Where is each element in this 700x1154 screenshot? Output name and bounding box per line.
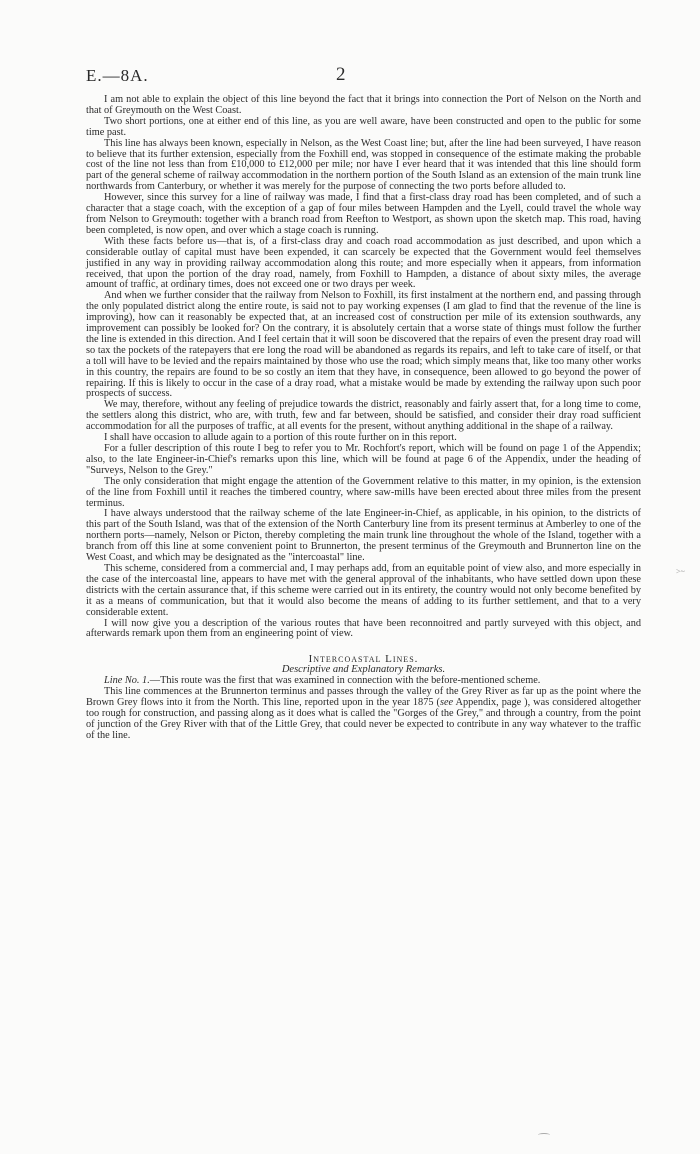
paragraph: This line has always been known, especially in Nelson, as the West Coast line; but, after the line had been surveyed, I have reason to believe that its further extension, especially from the Foxhill end, was stopped in consequence of the estimate making the probable cost of the line not less than from £10,000 to £12,000 per mile; nor have I ever heard that it was intended that this line should form part of the general scheme of railway accommodation in the northern portion of the South Island as an extension of the main trunk line northwards from Canterbury, or whether it was merely for the purpose of connecting the two ports before alluded to. (86, 137, 642, 193)
paragraph: We may, therefore, without any feeling of prejudice towards the district, reasonably and fairly assert that, for a long time to come, the settlers along this district, who are, with truth, few and far between, should be satisfied, and consider their dray road sufficient accommodation for all the purposes of traffic, at all events for the present, without anything additional in the shape of a railway. (86, 399, 641, 433)
paragraph: I shall have occasion to allude again to a portion of this route further on in this report. (104, 432, 457, 444)
line-1-desc-part: Appendix, page ), was considered altogether too rough for construction, and passing along as it does what is called the "Gorges of the Grey," and through a country, from the point of junction of the Grey River with that of the Little Grey, that could never be expected to contribute in any way whatever to the traffic of the line. (86, 696, 641, 741)
section-subtitle: Descriptive and Explanatory Remarks. (281, 664, 446, 676)
footer-mark (538, 1133, 550, 1137)
section-title: Intercoastal Lines. (308, 653, 419, 666)
paragraph: With these facts before us—that is, of a first-class dray and coach road accommodation as just described, and upon which a considerable outlay of capital must have been expended, it can scarcely be expected that the Government would feel themselves justified in any way in providing railway accommodation along this route; and more especially when it appears, from information received, that upon the portion of the dray road, namely, from Foxhill to Hampden, a distance of about sixty miles, the average amount of traffic, at ordinary times, does not exceed one or two drays per week. (86, 235, 641, 291)
paragraph: I have always understood that the railway scheme of the late Engineer-in-Chief, as applicable, in his opinion, to the districts of this part of the South Island, was that of the extension of the North Canterbury line from its present terminus at Amberley to one of the northern ports—namely, Nelson or Picton, thereby completing the main trunk line throughout the whole of the Island, together with a branch from off this line at some convenient point to Brunnerton, the present terminus of the Greymouth and Brunnerton line on the West Coast, and which may be designated as the "intercoastal" line. (86, 508, 641, 564)
page-number: 2 (336, 64, 346, 85)
line-1-text: —This route was the first that was examined in connection with the before-mentioned scheme. (149, 675, 541, 687)
line-1-description (86, 687, 641, 742)
paragraph: I am not able to explain the object of this line beyond the fact that it brings into connection the Port of Nelson on the North and that of Greymouth on the West Coast. (86, 94, 641, 116)
paragraph: For a fuller description of this route I beg to refer you to Mr. Rochfort's report, which will be found on page 1 of the Appendix; also, to the late Engineer-in-Chief's remarks upon this line, which will be found at page 6 of the Appendix, under the heading of "Surveys, Nelson to the Grey." (86, 443, 641, 476)
paragraph: The only consideration that might engage the attention of the Government relative to this matter, in my opinion, is the extension of the line from Foxhill until it reaches the timbered country, where saw-mills have been erected about three miles from the present terminus. (86, 475, 641, 509)
document-reference: E.—8A. (86, 66, 149, 85)
body-text (86, 95, 641, 742)
margin-mark: >~ (676, 567, 685, 576)
line-1-desc-part: This line commences at the Brunnerton terminus and passes through the valley of the Grey River as far up as the point where the Brown Grey flows into it from the North. This line, reported upon in the year 1875 ( (86, 686, 641, 708)
paragraph: This scheme, considered from a commercial and, I may perhaps add, from an equitable point of view also, and more especially in the case of the intercoastal line, appears to have met with the general approval of the inhabitants, who have settled down upon these districts with the certain assurance that, if this scheme were carried out in its entirety, the country would not only become benefited by it as a means of communication, but that it would also become the means of adding to its further settlement, and that to a very considerable extent. (86, 562, 641, 618)
spacer (86, 640, 641, 654)
paragraph: And when we further consider that the railway from Nelson to Foxhill, its first instalment at the northern end, and passing through the only populated district along the entire route, is said not to pay working expenses (I am glad to find that the revenue of the line is improving), how can it reasonably be expected that, at an increased cost of construction per mile of its extension southwards, any improvement can possibly be looked for? On the contrary, it is absolutely certain that a worse state of things must follow the further the line is extended in this direction. And I feel certain that it will soon be discovered that the repairs of even the present dray road will so tax the pockets of the ratepayers that ere long the road will be abandoned as regards its repairs, and left to take care of itself, or that a toll will have to be levied and the repairs maintained by those who use the road; which simply means that, like too many other works in this country, the repairs are found to be so costly an item that they have, in consequence, been allowed to go beyond the power of repairing. If this is likely to occur in the case of a dray road, what a mistake would be made by extending the railway upon such poor prospects of success. (86, 290, 642, 400)
line-label: Line No. 1. (104, 675, 150, 687)
see-reference: see (439, 696, 454, 708)
paragraph: However, since this survey for a line of railway was made, I find that a first-class dray road has been completed, and of such a character that a stage coach, with the exception of a gap of four miles between Hampden and the Lyell, could travel the whole way from Nelson to Greymouth: together with a branch road from Reefton to Westport, as shown upon the sketch map. This road, having been completed, is now open, and over which a stage coach is running. (86, 192, 641, 236)
paragraph: I will now give you a description of the various routes that have been reconnoitred and partly surveyed with this object, and afterwards remark upon them from an engineering point of view. (86, 617, 641, 640)
paragraph: Two short portions, one at either end of this line, as you are well aware, have been constructed and open to the public for some time past. (86, 115, 641, 138)
